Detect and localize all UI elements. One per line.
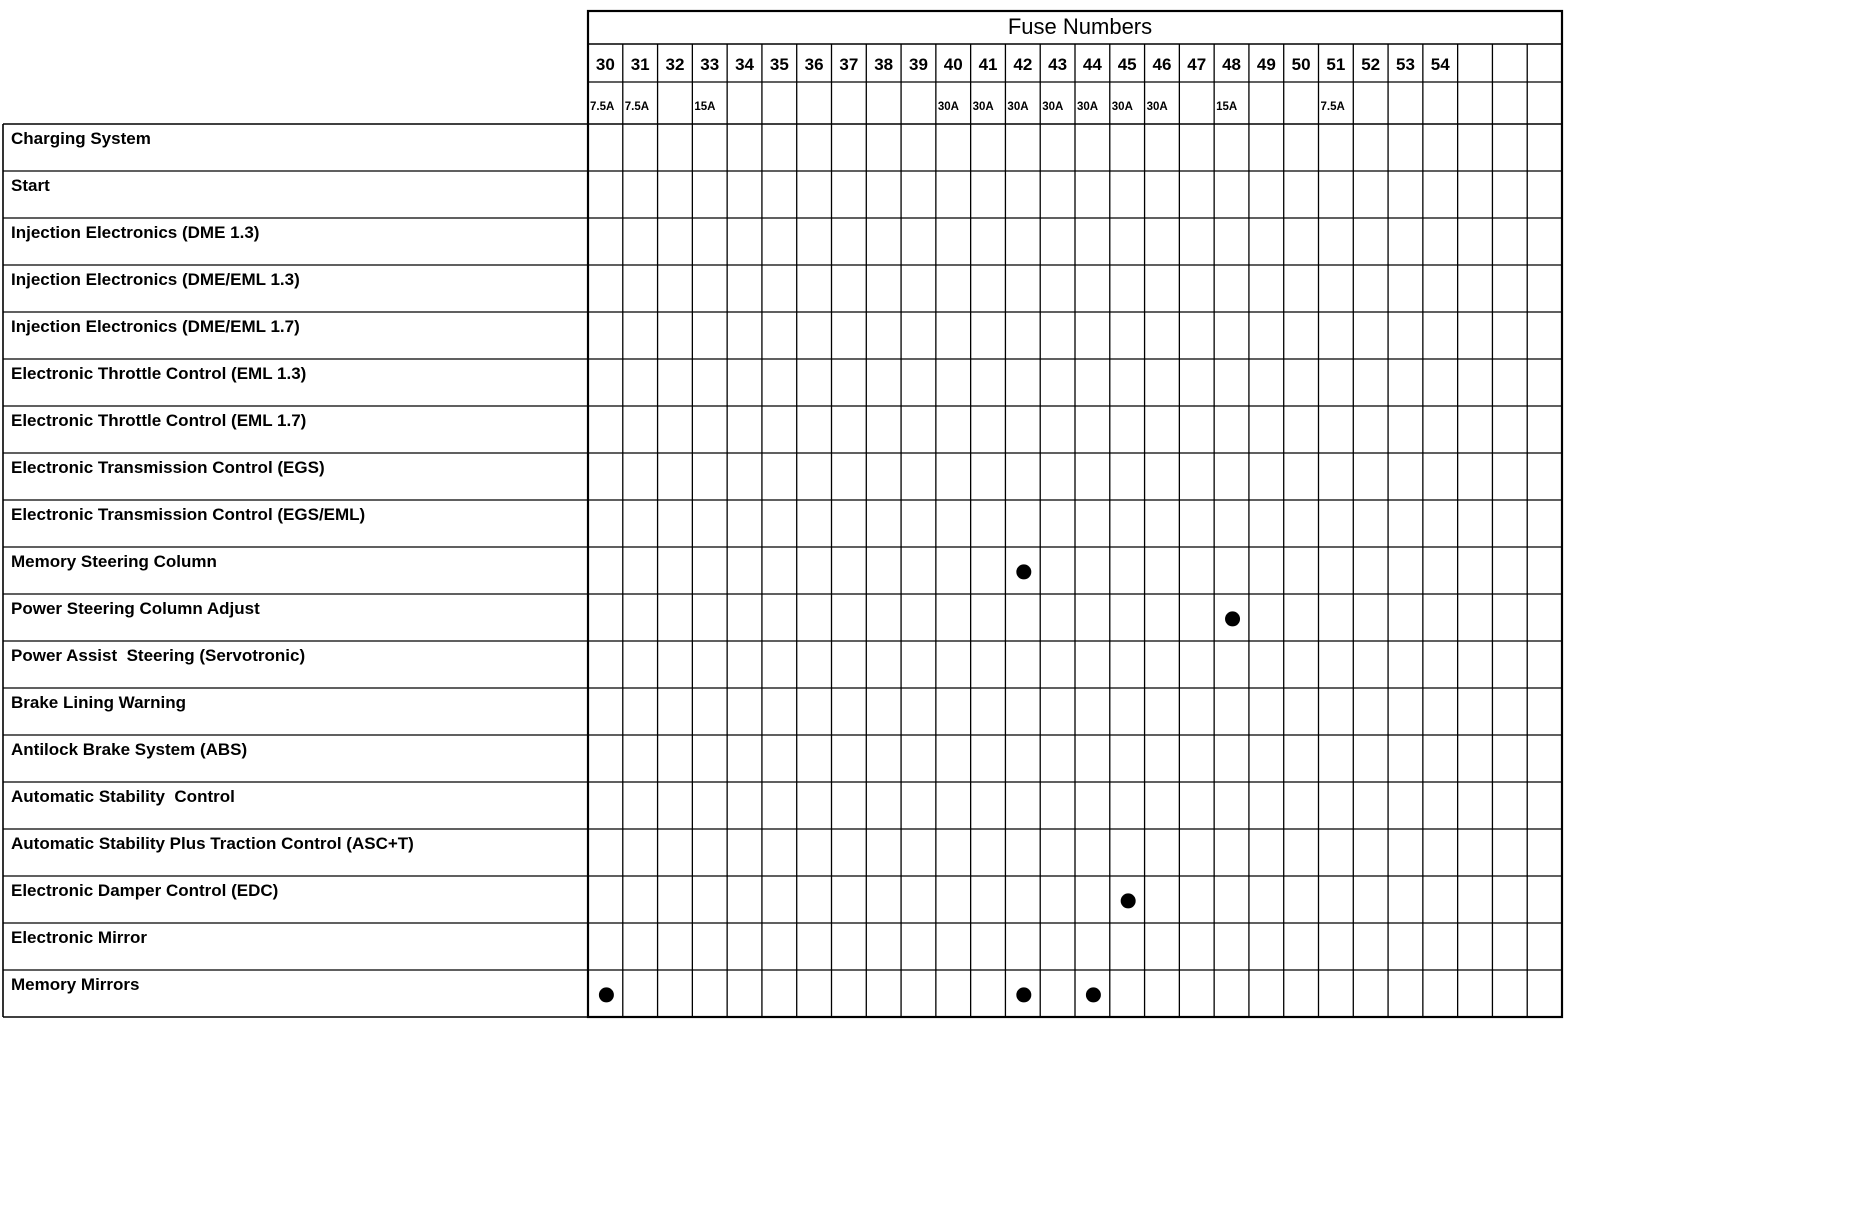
fuse-number: 46 <box>1152 55 1172 74</box>
system-label: Start <box>11 176 50 195</box>
fuse-rating: 30A <box>1042 101 1064 113</box>
fuse-markers <box>599 564 1240 1002</box>
fuse-number: 54 <box>1430 55 1450 74</box>
fuse-number: 45 <box>1117 55 1137 74</box>
fuse-number: 41 <box>978 55 998 74</box>
system-label: Power Steering Column Adjust <box>11 599 260 618</box>
system-label: Injection Electronics (DME/EML 1.7) <box>11 317 300 336</box>
fuse-number: 47 <box>1187 55 1207 74</box>
system-label: Electronic Throttle Control (EML 1.3) <box>11 364 307 383</box>
system-label: Antilock Brake System (ABS) <box>11 740 248 759</box>
system-label: Power Assist Steering (Servotronic) <box>11 646 306 665</box>
fuse-number: 48 <box>1222 55 1241 74</box>
fuse-rating: 30A <box>972 101 994 113</box>
system-label: Memory Steering Column <box>11 552 217 571</box>
system-label: Charging System <box>11 129 151 148</box>
system-label: Memory Mirrors <box>11 975 140 994</box>
fuse-number: 49 <box>1256 55 1276 74</box>
fuse-number: 32 <box>665 55 685 74</box>
fuse-rating: 15A <box>694 101 716 113</box>
fuse-number: 51 <box>1326 55 1346 74</box>
fuse-rating: 30A <box>1111 101 1133 113</box>
system-label: Automatic Stability Plus Traction Control (ASC+T) <box>11 834 414 853</box>
fuse-number: 37 <box>839 55 859 74</box>
fuse-rating: 7.5A <box>590 101 615 113</box>
fuse-number: 38 <box>874 55 894 74</box>
fuse-number: 35 <box>769 55 789 74</box>
fuse-rating: 15A <box>1216 101 1238 113</box>
system-label: Injection Electronics (DME/EML 1.3) <box>11 270 300 289</box>
system-labels <box>11 129 414 994</box>
fuse-rating: 30A <box>1077 101 1099 113</box>
system-label: Injection Electronics (DME 1.3) <box>11 223 260 242</box>
fuse-number: 43 <box>1048 55 1068 74</box>
fuse-number: 44 <box>1082 55 1102 74</box>
fuse-number: 33 <box>700 55 720 74</box>
fuse-marker-dot <box>1086 987 1101 1002</box>
fuse-number: 50 <box>1291 55 1311 74</box>
fuse-rating: 7.5A <box>1320 101 1345 113</box>
system-label: Electronic Transmission Control (EGS/EML) <box>11 505 366 524</box>
fuse-marker-dot <box>1016 564 1031 579</box>
fuse-header-row <box>590 55 1450 113</box>
fuse-number: 39 <box>909 55 928 74</box>
fuse-number: 34 <box>735 55 754 74</box>
system-label: Electronic Transmission Control (EGS) <box>11 458 325 477</box>
fuse-rating: 7.5A <box>624 101 650 113</box>
fuse-number: 31 <box>630 55 650 74</box>
fuse-marker-dot <box>1225 611 1240 626</box>
system-label: Electronic Damper Control (EDC) <box>11 881 279 900</box>
fuse-numbers-title: Fuse Numbers <box>1007 14 1153 39</box>
system-label: Automatic Stability Control <box>11 787 235 806</box>
fuse-number: 53 <box>1396 55 1415 74</box>
fuse-marker-dot <box>599 987 614 1002</box>
system-label: Electronic Throttle Control (EML 1.7) <box>11 411 307 430</box>
system-label: Electronic Mirror <box>11 928 148 947</box>
fuse-number: 40 <box>943 55 963 74</box>
fuse-number: 30 <box>595 55 615 74</box>
fuse-rating: 30A <box>1007 101 1029 113</box>
fuse-number: 52 <box>1361 55 1381 74</box>
fuse-rating: 30A <box>1146 101 1168 113</box>
system-label: Brake Lining Warning <box>11 693 187 712</box>
fuse-marker-dot <box>1016 987 1031 1002</box>
fuse-rating: 30A <box>937 101 959 113</box>
fuse-number: 42 <box>1013 55 1033 74</box>
fuse-marker-dot <box>1121 893 1136 908</box>
fuse-number: 36 <box>804 55 824 74</box>
